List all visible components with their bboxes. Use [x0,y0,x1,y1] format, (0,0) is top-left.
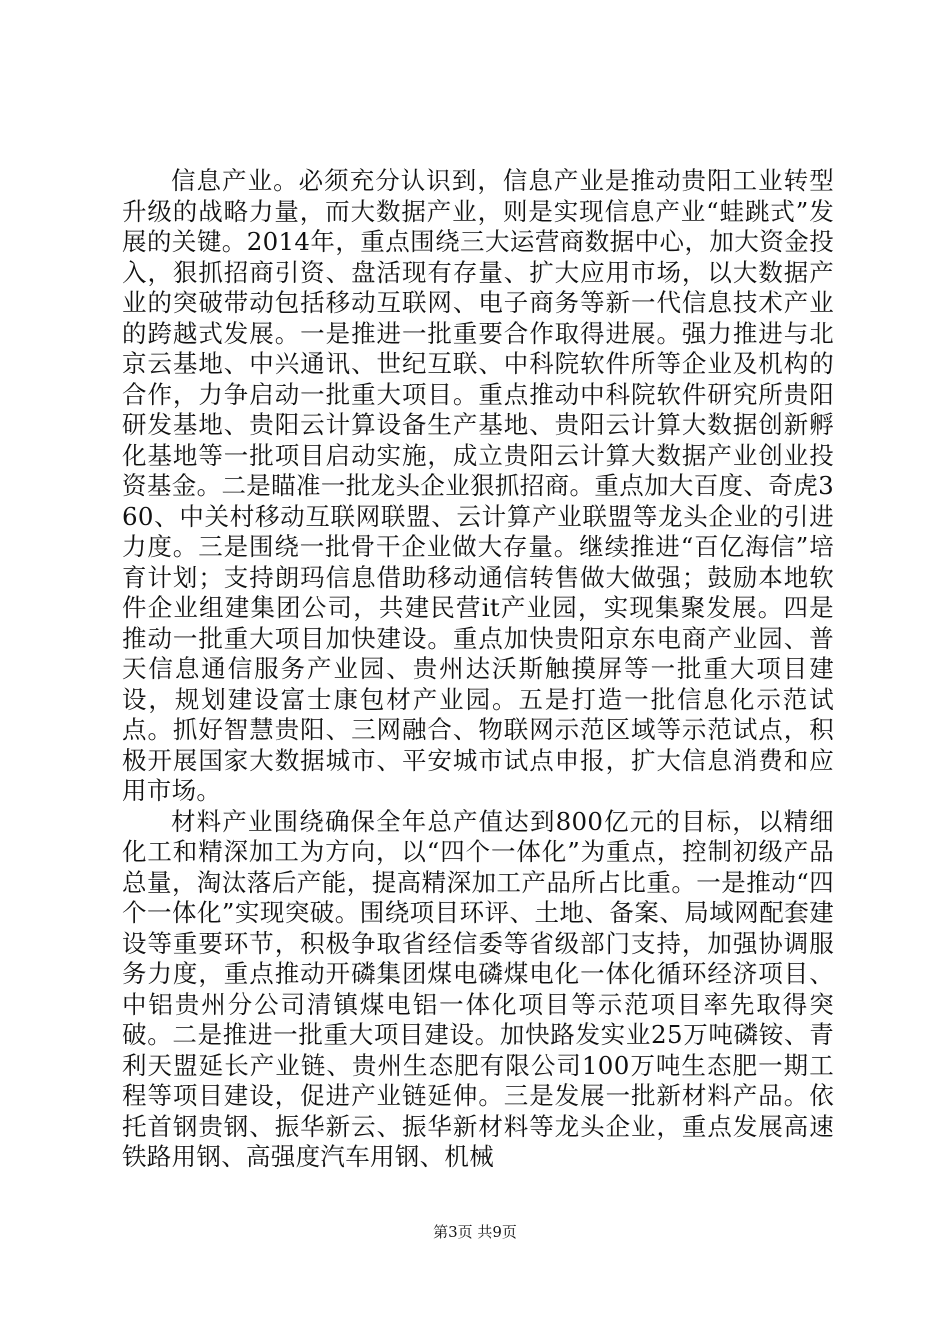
document-body [122,166,834,1173]
paragraph-materials-industry: 材料产业围绕确保全年总产值达到800亿元的目标，以精细化工和精深加工为方向，以“四个一体化”为重点，控制初级产品总量，淘汰落后产能，提高精深加工产品所占比重。一是推动“四个一体化”实现突破。围绕项目环评、土地、备案、局域网配套建设等重要环节，积极争取省经信委等省级部门支持，加强协调服务力度，重点推动开磷集团煤电磷煤电化一体化循环经济项目、中铝贵州分公司清镇煤电铝一体化项目等示范项目率先取得突破。二是推进一批重大项目建设。加快路发实业25万吨磷铵、青利天盟延长产业链、贵州生态肥有限公司100万吨生态肥一期工程等项目建设，促进产业链延伸。三是发展一批新材料产品。依托首钢贵钢、振华新云、振华新材料等龙头企业，重点发展高速铁路用钢、高强度汽车用钢、机械 [122,806,834,1171]
paragraph-information-industry: 信息产业。必须充分认识到，信息产业是推动贵阳工业转型升级的战略力量，而大数据产业，则是实现信息产业“蛙跳式”发展的关键。2014年，重点围绕三大运营商数据中心，加大资金投入，狠抓招商引资、盘活现有存量、扩大应用市场，以大数据产业的突破带动包括移动互联网、电子商务等新一代信息技术产业的跨越式发展。一是推进一批重要合作取得进展。强力推进与北京云基地、中兴通讯、世纪互联、中科院软件所等企业及机构的合作，力争启动一批重大项目。重点推动中科院软件研究所贵阳研发基地、贵阳云计算设备生产基地、贵阳云计算大数据创新孵化基地等一批项目启动实施，成立贵阳云计算大数据产业创业投资基金。二是瞄准一批龙头企业狠抓招商。重点加大百度、奇虎360、中关村移动互联网联盟、云计算产业联盟等龙头企业的引进力度。三是围绕一批骨干企业做大存量。继续推进“百亿海信”培育计划；支持朗玛信息借助移动通信转售做大做强；鼓励本地软件企业组建集团公司，共建民营it产业园，实现集聚发展。四是推动一批重大项目加快建设。重点加快贵阳京东电商产业园、普天信息通信服务产业园、贵州达沃斯触摸屏等一批重大项目建设，规划建设富士康包材产业园。五是打造一批信息化示范试点。抓好智慧贵阳、三网融合、物联网示范区域等示范试点，积极开展国家大数据城市、平安城市试点申报，扩大信息消费和应用市场。 [122,166,834,805]
page-number-footer: 第3页 共9页 [433,1223,517,1241]
